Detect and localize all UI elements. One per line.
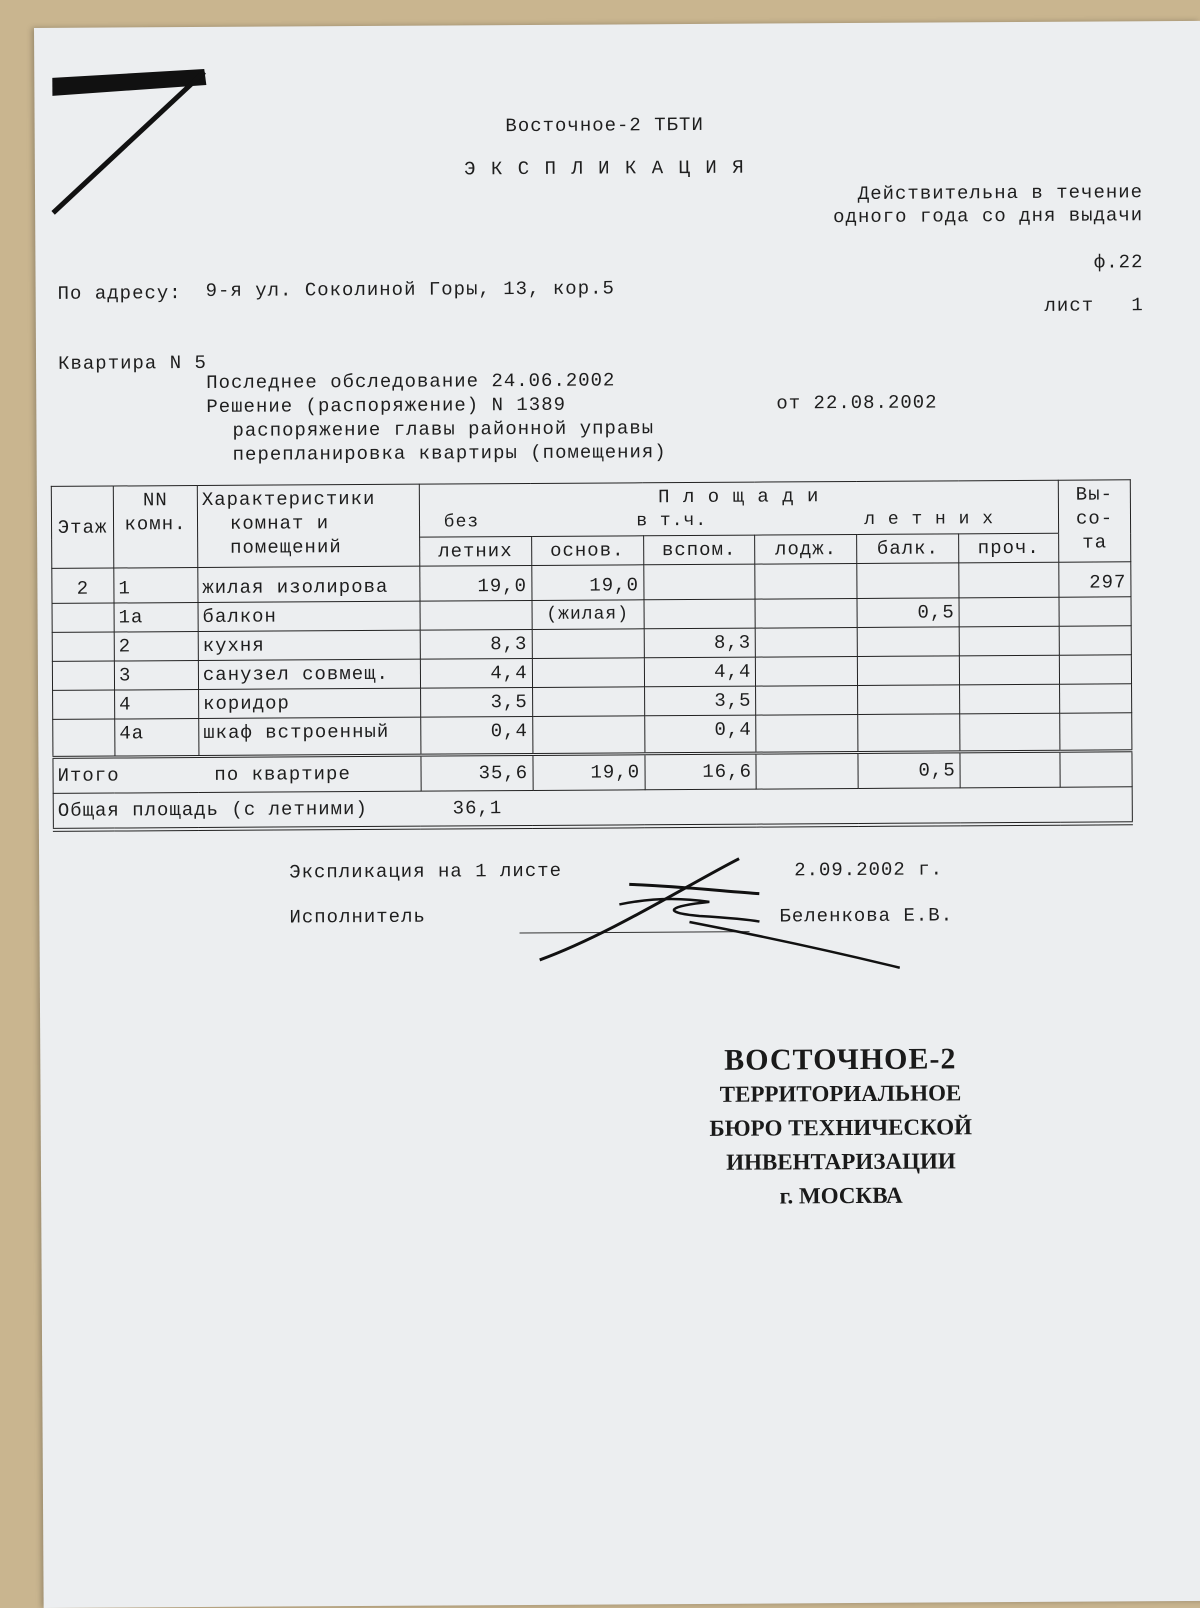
cell-loggia <box>756 714 858 753</box>
cell-aux: 8,3 <box>644 628 756 658</box>
address-value: 9-я ул. Соколиной Горы, 13, кор.5 <box>205 277 615 302</box>
total-area: 35,6 <box>421 754 533 791</box>
form-number: ф.22 <box>1093 251 1144 274</box>
decision-note-2: перепланировка квартиры (помещения) <box>232 441 667 466</box>
cell-other <box>960 684 1060 714</box>
cell-loggia <box>755 598 857 628</box>
cell-balcony <box>858 685 960 715</box>
cell-room: 1а <box>114 603 198 633</box>
header-loggia: лодж. <box>755 534 857 564</box>
cell-aux: 0,4 <box>644 715 756 754</box>
total-label-cell <box>53 755 421 793</box>
stamp-line-1: ВОСТОЧНОЕ-2 <box>724 1042 957 1077</box>
cell-main <box>532 716 644 755</box>
header-areas-title: П л о щ а д и <box>658 485 820 509</box>
header-floor: Этаж <box>51 486 113 568</box>
header-height-line2: со- <box>1075 507 1114 530</box>
cell-loggia <box>755 563 857 599</box>
header-height-line3: та <box>1082 531 1108 554</box>
decision-date: от 22.08.2002 <box>776 391 938 415</box>
cell-room: 1 <box>114 568 198 604</box>
cell-other <box>959 562 1059 598</box>
cell-balcony <box>857 627 959 657</box>
cell-room: 2 <box>114 632 198 662</box>
header-aux: вспом. <box>643 535 755 565</box>
cell-height <box>1059 655 1131 684</box>
cell-main <box>532 629 644 659</box>
decision: Решение (распоряжение) N 1389 <box>206 393 567 418</box>
cell-name: кухня <box>198 630 420 660</box>
total-loggia <box>756 752 858 789</box>
total-other <box>960 751 1060 788</box>
cell-balcony <box>858 714 960 753</box>
header-characteristics <box>197 484 419 567</box>
cell-floor <box>53 719 115 757</box>
bureau-name: Восточное-2 ТБТИ <box>505 113 704 138</box>
stamp-line-4: ИНВЕНТАРИЗАЦИИ <box>726 1148 956 1175</box>
document-page <box>34 21 1200 1608</box>
cell-floor <box>52 661 114 690</box>
header-rooms-line2: комн. <box>124 513 187 536</box>
cell-total <box>420 600 532 630</box>
cell-main <box>532 658 644 688</box>
executor-label: Исполнитель <box>289 905 426 929</box>
sheet-number: лист 1 <box>1044 294 1144 317</box>
cell-other <box>959 626 1059 656</box>
sheets-note: Экспликация на 1 листе <box>289 859 563 884</box>
header-height-line1: Вы- <box>1075 483 1114 506</box>
cell-aux: 4,4 <box>644 657 756 687</box>
cell-name: коридор <box>198 688 420 718</box>
cell-floor <box>52 603 114 632</box>
cell-room: 4а <box>115 719 199 758</box>
cell-room: 4 <box>115 690 199 720</box>
cell-aux <box>643 564 755 600</box>
header-balcony: балк. <box>857 534 959 564</box>
cell-main-note: (жилая) <box>532 600 644 630</box>
cell-other <box>960 713 1060 752</box>
cell-aux <box>644 599 756 629</box>
stamp-line-3: БЮРО ТЕХНИЧЕСКОЙ <box>709 1114 973 1141</box>
cell-balcony <box>858 656 960 686</box>
overall-area-row <box>53 787 1132 830</box>
document-title: Э К С П Л И К А Ц И Я <box>464 156 746 181</box>
table-header-row <box>51 480 1130 540</box>
last-inspection: Последнее обследование 24.06.2002 <box>206 369 616 394</box>
total-height <box>1060 751 1132 787</box>
executor-name: Беленкова Е.В. <box>779 904 954 928</box>
cell-height <box>1060 684 1132 713</box>
cell-total: 8,3 <box>420 629 532 659</box>
cell-main-value: 19,0 <box>589 574 640 597</box>
cell-name: балкон <box>198 601 420 631</box>
overall-area-cell <box>53 787 1132 830</box>
stamp-line-2: ТЕРРИТОРИАЛЬНОЕ <box>719 1080 962 1107</box>
header-other: проч. <box>959 533 1059 563</box>
cell-floor: 2 <box>52 568 114 603</box>
cell-name: шкаф встроенный <box>199 717 421 756</box>
header-main: основ. <box>531 536 643 566</box>
cell-total: 0,4 <box>420 716 532 755</box>
apartment-number: Квартира N 5 <box>57 351 207 375</box>
cell-loggia <box>756 685 858 715</box>
total-balcony: 0,5 <box>858 752 960 789</box>
header-without-summer: без <box>443 512 480 533</box>
cell-floor <box>52 632 114 661</box>
total-label-2: по квартире <box>214 763 351 786</box>
decision-note-1: распоряжение главы районной управы <box>232 417 655 442</box>
cell-loggia <box>756 656 858 686</box>
total-main: 19,0 <box>533 754 645 791</box>
cell-height <box>1059 597 1131 626</box>
cell-total: 19,0 <box>420 565 532 601</box>
cell-other <box>960 655 1060 685</box>
validity-line-1: Действительна в течение <box>857 181 1144 205</box>
header-rooms-line1: NN <box>142 489 168 512</box>
validity-line-2: одного года со дня выдачи <box>833 204 1144 229</box>
header-summer: л е т н и х <box>864 509 995 530</box>
issue-date: 2.09.2002 г. <box>794 858 944 882</box>
address-label: По адресу: <box>57 282 182 305</box>
cell-main <box>532 687 644 717</box>
header-char-line2: комнат и <box>229 512 330 535</box>
explication-table <box>51 479 1133 832</box>
cell-height <box>1060 713 1132 751</box>
cell-other <box>959 597 1059 627</box>
cell-name: жилая изолирова <box>198 566 420 602</box>
cell-height <box>1059 626 1131 655</box>
cell-aux: 3,5 <box>644 686 756 716</box>
header-height <box>1058 480 1130 562</box>
handwritten-signature <box>519 842 940 995</box>
bureau-stamp <box>700 1042 981 1214</box>
cell-balcony: 0,5 <box>857 598 959 628</box>
total-label: Итого <box>57 764 120 787</box>
header-areas <box>419 480 1059 537</box>
header-rooms <box>113 486 197 569</box>
table-row <box>53 713 1132 758</box>
overall-area-label: Общая площадь (с летними) <box>57 797 368 822</box>
cell-total: 3,5 <box>420 687 532 717</box>
cell-balcony <box>857 563 959 599</box>
cell-name: санузел совмещ. <box>198 659 420 689</box>
cell-total: 4,4 <box>420 658 532 688</box>
stamp-line-5: г. МОСКВА <box>779 1182 903 1209</box>
header-char-line1: Характеристики <box>201 487 376 511</box>
cell-room: 3 <box>114 661 198 691</box>
header-including: в т.ч. <box>636 510 708 532</box>
overall-area-value: 36,1 <box>452 797 503 820</box>
cell-floor <box>53 690 115 719</box>
cell-main <box>531 565 643 601</box>
header-char-line3: помещений <box>230 536 342 559</box>
total-aux: 16,6 <box>644 753 756 790</box>
header-total-area: летних <box>419 536 531 566</box>
cell-height: 297 <box>1059 562 1131 597</box>
cell-loggia <box>756 627 858 657</box>
